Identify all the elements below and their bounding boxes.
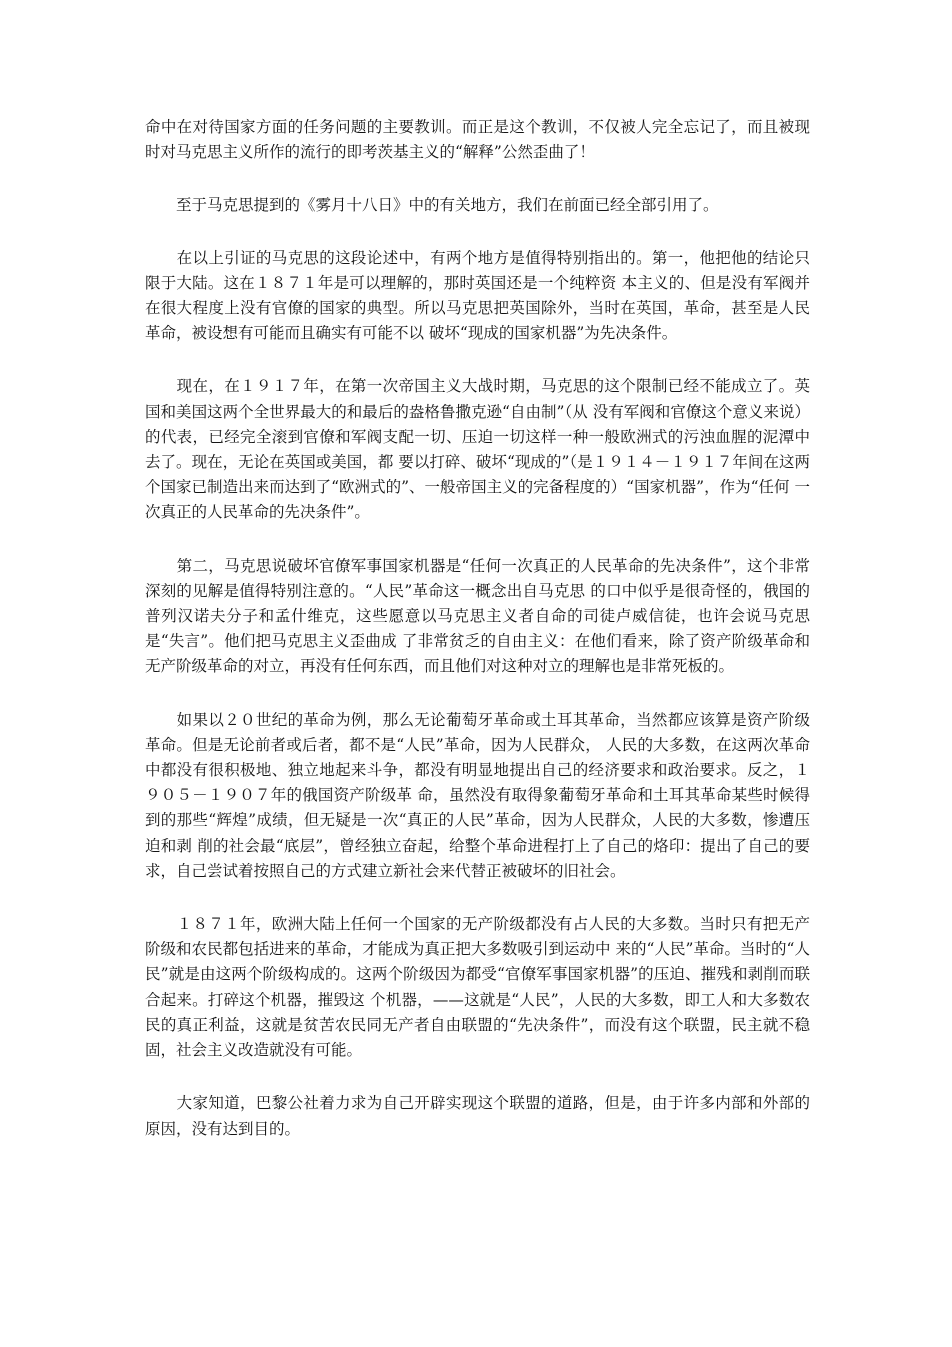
paragraph-6: 如果以２０世纪的革命为例，那么无论葡萄牙革命或土耳其革命，当然都应该算是资产阶级革命。但是无论前者或后者，都不是“人民”革命，因为人民群众， 人民的大多数，在这两次革命中都没有很积极地、独立地起来斗争，都没有明显地提出自己的经济要求和政治要求。反之，１９０５－１９０７年的俄国资产阶级革 命，虽然没有取得象葡萄牙革命和土耳其革命某些时候得到的那些“辉煌”成绩，但无疑是一次“真正的人民”革命，因为人民群众，人民的大多数，惨遭压迫和剥 削的社会最“底层”，曾经独立奋起，给整个革命进程打上了自己的烙印：提出了自己的要求，自己尝试着按照自己的方式建立新社会来代替正被破坏的旧社会。	[145, 710, 810, 880]
paragraph-2: 至于马克思提到的《雾月十八日》中的有关地方，我们在前面已经全部引用了。	[145, 196, 719, 215]
paragraph-5: 第二，马克思说破坏官僚军事国家机器是“任何一次真正的人民革命的先决条件”，这个非常深刻的见解是值得特别注意的。“人民”革命这一概念出自马克思 的口中似乎是很奇怪的，俄国的普列汉诺夫分子和孟什维克，这些愿意以马克思主义者自命的司徒卢威信徒，也许会说马克思是“失言”。他们把马克思主义歪曲成 了非常贫乏的自由主义：在他们看来，除了资产阶级革命和无产阶级革命的对立，再没有任何东西，而且他们对这种对立的理解也是非常死板的。	[145, 556, 810, 676]
paragraph-1: 命中在对待国家方面的任务问题的主要教训。而正是这个教训，不仅被人完全忘记了，而且被现时对马克思主义所作的流行的即考茨基主义的“解释”公然歪曲了！	[145, 118, 810, 162]
document-body	[145, 115, 810, 1142]
paragraph-7: １８７１年，欧洲大陆上任何一个国家的无产阶级都没有占人民的大多数。当时只有把无产阶级和农民都包括进来的革命，才能成为真正把大多数吸引到运动中 来的“人民”革命。当时的“人民”就是由这两个阶级构成的。这两个阶级因为都受“官僚军事国家机器”的压迫、摧残和剥削而联合起来。打碎这个机器，摧毁这 个机器，——这就是“人民”，人民的大多数，即工人和大多数农民的真正利益，这就是贫苦农民同无产者自由联盟的“先决条件”，而没有这个联盟，民主就不稳 固，社会主义改造就没有可能。	[145, 915, 810, 1060]
paragraph-4: 现在，在１９１７年，在第一次帝国主义大战时期，马克思的这个限制已经不能成立了。英国和美国这两个全世界最大的和最后的盎格鲁撒克逊“自由制”（从 没有军阀和官僚这个意义来说）的代表，已经完全滚到官僚和军阀支配一切、压迫一切这样一种一般欧洲式的污浊血腥的泥潭中去了。现在，无论在英国或美国，都 要以打碎、破坏“现成的”（是１９１４－１９１７年间在这两个国家已制造出来而达到了“欧洲式的”、一般帝国主义的完备程度的）“国家机器”，作为“任何 一次真正的人民革命的先决条件”。	[145, 377, 810, 522]
paragraph-3: 在以上引证的马克思的这段论述中，有两个地方是值得特别指出的。第一，他把他的结论只限于大陆。这在１８７１年是可以理解的，那时英国还是一个纯粹资 本主义的、但是没有军阀并在很大程度上没有官僚的国家的典型。所以马克思把英国除外，当时在英国，革命，甚至是人民革命，被设想有可能而且确实有可能不以 破坏“现成的国家机器”为先决条件。	[145, 248, 810, 343]
paragraph-8: 大家知道，巴黎公社着力求为自己开辟实现这个联盟的道路，但是，由于许多内部和外部的原因，没有达到目的。	[145, 1094, 810, 1138]
